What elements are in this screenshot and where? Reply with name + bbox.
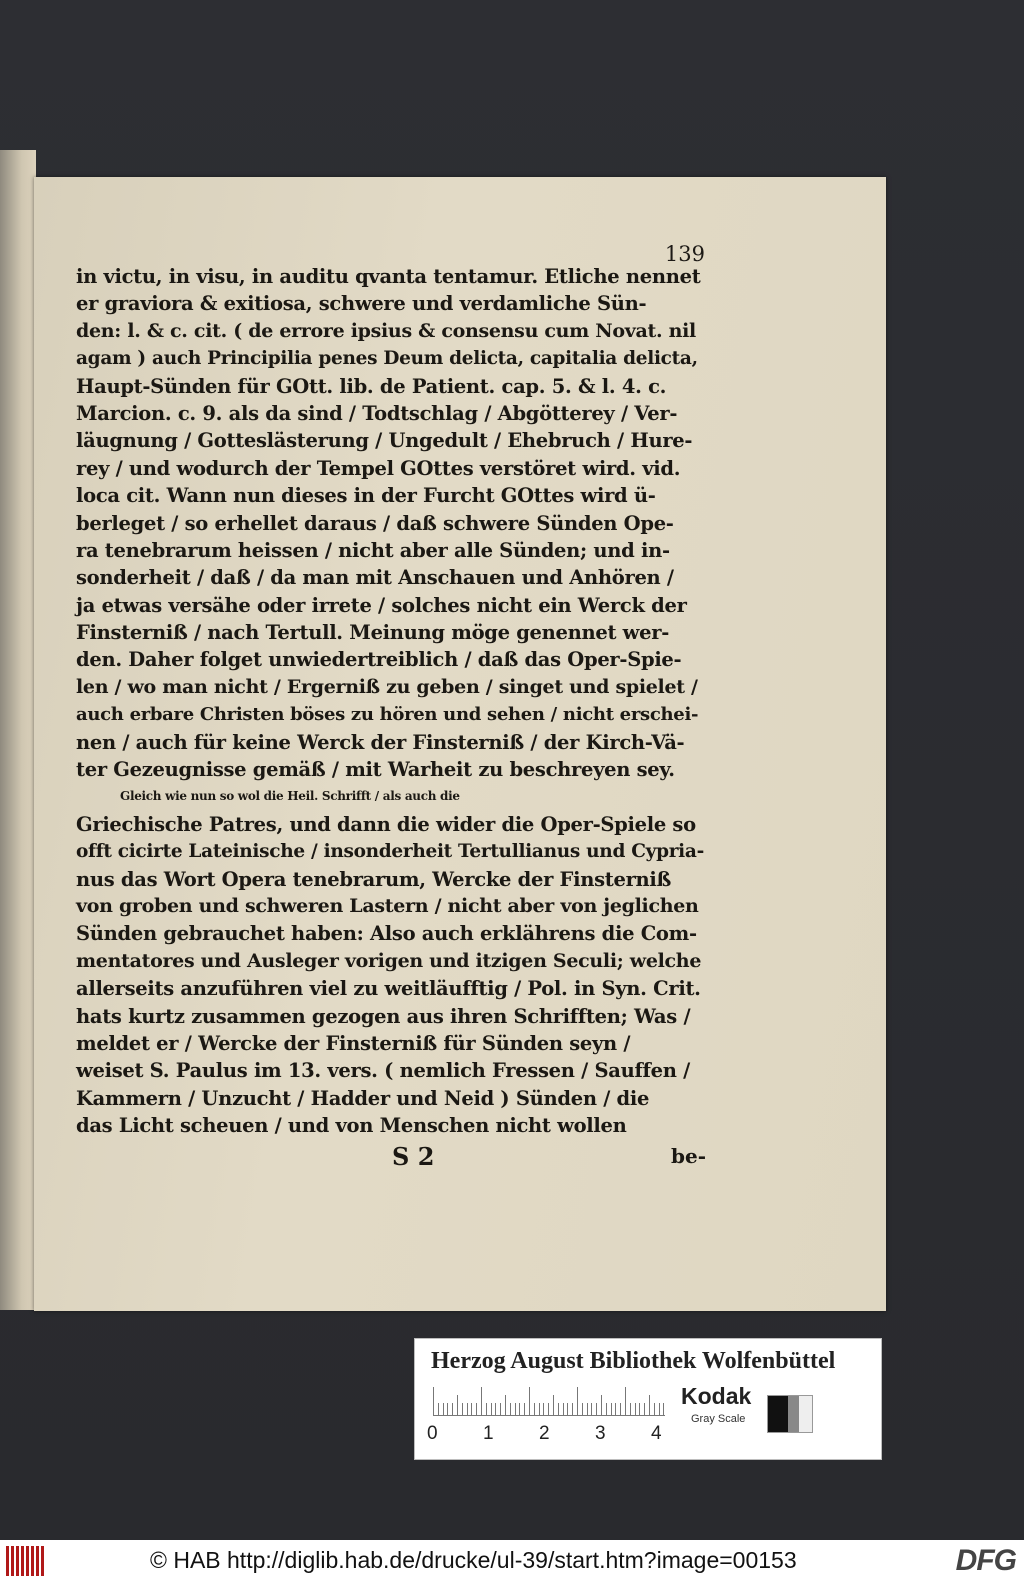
ruler-tick — [659, 1403, 660, 1415]
text-line: agam ) auch Principilia penes Deum delicta, capitalia delicta, — [76, 348, 698, 370]
text-line: hats kurtz zusammen gezogen aus ihren Schrifften; Was / — [76, 1004, 691, 1028]
ruler-tick — [438, 1403, 439, 1415]
ruler-tick — [457, 1395, 458, 1415]
ruler-tick — [639, 1403, 640, 1415]
text-line: loca cit. Wann nun dieses in der Furcht GOttes wird ü- — [76, 484, 656, 508]
text-line: berleget / so erhellet daraus / daß schwere Sünden Ope- — [76, 511, 674, 535]
ruler-number: 1 — [483, 1423, 494, 1444]
text-line: meldet er / Wercke der Finsterniß für Sünden seyn / — [76, 1031, 631, 1055]
ruler-tick — [558, 1403, 559, 1415]
library-label-card — [414, 1338, 882, 1460]
ruler-tick — [543, 1403, 544, 1415]
ruler-tick — [582, 1403, 583, 1415]
library-name: Herzog August Bibliothek Wolfenbüttel — [431, 1348, 836, 1374]
ruler-tick — [505, 1395, 506, 1415]
ruler-tick — [606, 1403, 607, 1415]
ruler-tick — [630, 1403, 631, 1415]
text-line: ja etwas versähe oder irrete / solches nicht ein Werck der — [76, 593, 687, 617]
text-line: Haupt-Sünden für GOtt. lib. de Patient. cap. 5. & l. 4. c. — [76, 374, 667, 398]
ruler-tick — [563, 1403, 564, 1415]
ruler-tick — [663, 1403, 664, 1415]
ruler-tick — [611, 1403, 612, 1415]
ruler-tick — [534, 1403, 535, 1415]
ruler-numbers — [427, 1423, 687, 1445]
ruler-tick — [524, 1403, 525, 1415]
text-line: Gleich wie nun so wol die Heil. Schrifft / als auch die — [120, 789, 460, 804]
text-line: weiset S. Paulus im 13. vers. ( nemlich Fressen / Sauffen / — [76, 1059, 690, 1083]
ruler-tick — [486, 1403, 487, 1415]
ruler-tick — [510, 1403, 511, 1415]
ruler-tick — [539, 1403, 540, 1415]
gray-scale-label: Gray Scale — [691, 1413, 746, 1425]
text-line: mentatores und Ausleger vorigen und itzigen Seculi; welche — [76, 949, 702, 972]
text-line: ra tenebrarum heissen / nicht aber alle Sünden; und in- — [76, 538, 670, 562]
ruler-number: 2 — [539, 1423, 550, 1444]
text-line: Kammern / Unzucht / Hadder und Neid ) Sünden / die — [76, 1086, 650, 1110]
ruler-tick — [500, 1403, 501, 1415]
scale-ruler — [433, 1387, 665, 1416]
text-line: den: l. & c. cit. ( de errore ipsius & consensu cum Novat. nil — [76, 319, 696, 342]
text-line: läugnung / Gotteslästerung / Ungedult / Ehebruch / Hure- — [76, 429, 693, 453]
ruler-tick — [519, 1403, 520, 1415]
text-line: von groben und schweren Lastern / nicht aber von jeglichen — [76, 894, 699, 917]
ruler-tick — [649, 1395, 650, 1415]
text-line: Marcion. c. 9. als da sind / Todtschlag / Abgötterey / Ver- — [76, 401, 678, 425]
ruler-tick — [635, 1403, 636, 1415]
text-line: Finsterniß / nach Tertull. Meinung möge genennet wer- — [76, 621, 670, 645]
ruler-tick — [596, 1403, 597, 1415]
ruler-number: 0 — [427, 1423, 438, 1444]
ruler-tick — [601, 1395, 602, 1415]
text-line: in victu, in visu, in auditu qvanta tentamur. Etliche nennet — [76, 265, 701, 288]
text-line: sonderheit / daß / da man mit Anschauen und Anhören / — [76, 566, 674, 590]
text-line: ter Gezeugnisse gemäß / mit Warheit zu beschreyen sey. — [76, 758, 675, 782]
ruler-tick — [467, 1403, 468, 1415]
dfg-logo: DFG — [955, 1544, 1016, 1577]
ruler-number: 3 — [595, 1423, 606, 1444]
ruler-tick — [548, 1403, 549, 1415]
facing-page-edge — [0, 150, 36, 1310]
ruler-tick — [447, 1403, 448, 1415]
ruler-tick — [615, 1403, 616, 1415]
source-link[interactable]: © HAB http://diglib.hab.de/drucke/ul-39/start.htm?image=00153 — [150, 1547, 797, 1573]
ruler-tick — [577, 1387, 578, 1415]
catchword: be- — [670, 1144, 706, 1168]
text-line: auch erbare Christen böses zu hören und sehen / nicht erschei- — [76, 704, 699, 726]
text-line: Griechische Patres, und dann die wider die Oper-Spiele so — [76, 812, 696, 836]
ruler-tick — [591, 1403, 592, 1415]
text-line: das Licht scheuen / und von Menschen nicht wollen — [76, 1114, 627, 1138]
ruler-tick — [587, 1403, 588, 1415]
text-line: offt cicirte Lateinische / insonderheit Tertullianus und Cypria- — [76, 841, 704, 863]
ruler-tick — [567, 1403, 568, 1415]
text-line: nus das Wort Opera tenebrarum, Wercke der Finsterniß — [76, 867, 672, 891]
page-number: 139 — [664, 242, 705, 266]
ruler-tick — [471, 1403, 472, 1415]
ruler-tick — [644, 1403, 645, 1415]
ruler-tick — [529, 1387, 530, 1415]
ruler-tick — [495, 1403, 496, 1415]
signature-mark: S 2 — [392, 1142, 435, 1171]
page-text — [76, 263, 706, 1140]
ruler-tick — [476, 1403, 477, 1415]
ruler-tick — [654, 1403, 655, 1415]
page-footer-line — [76, 1142, 706, 1174]
ruler-tick — [462, 1403, 463, 1415]
text-line: den. Daher folget unwiedertreiblich / daß das Oper-Spie- — [76, 648, 682, 672]
gray-scale-patch — [767, 1395, 813, 1433]
ruler-tick — [452, 1403, 453, 1415]
text-line: len / wo man nicht / Ergerniß zu geben / singet und spielet / — [76, 675, 698, 698]
ruler-tick — [625, 1387, 626, 1415]
barcode-icon — [6, 1546, 46, 1576]
ruler-tick — [515, 1403, 516, 1415]
text-line: nen / auch für keine Werck der Finsterniß / der Kirch-Vä- — [76, 730, 685, 754]
footer-bar — [0, 1540, 1024, 1582]
ruler-tick — [433, 1387, 434, 1415]
kodak-logo: Kodak — [681, 1383, 752, 1409]
text-line: allerseits anzuführen viel zu weitläufftig / Pol. in Syn. Crit. — [76, 977, 701, 1001]
ruler-tick — [491, 1403, 492, 1415]
ruler-tick — [481, 1387, 482, 1415]
ruler-tick — [553, 1395, 554, 1415]
ruler-tick — [620, 1403, 621, 1415]
text-line: Sünden gebrauchet haben: Also auch erklährens die Com- — [76, 922, 697, 946]
text-line: rey / und wodurch der Tempel GOttes verstöret wird. vid. — [76, 456, 681, 480]
ruler-tick — [572, 1403, 573, 1415]
ruler-tick — [443, 1403, 444, 1415]
ruler-number: 4 — [651, 1423, 662, 1444]
text-line: er graviora & exitiosa, schwere und verdamliche Sün- — [76, 292, 647, 316]
